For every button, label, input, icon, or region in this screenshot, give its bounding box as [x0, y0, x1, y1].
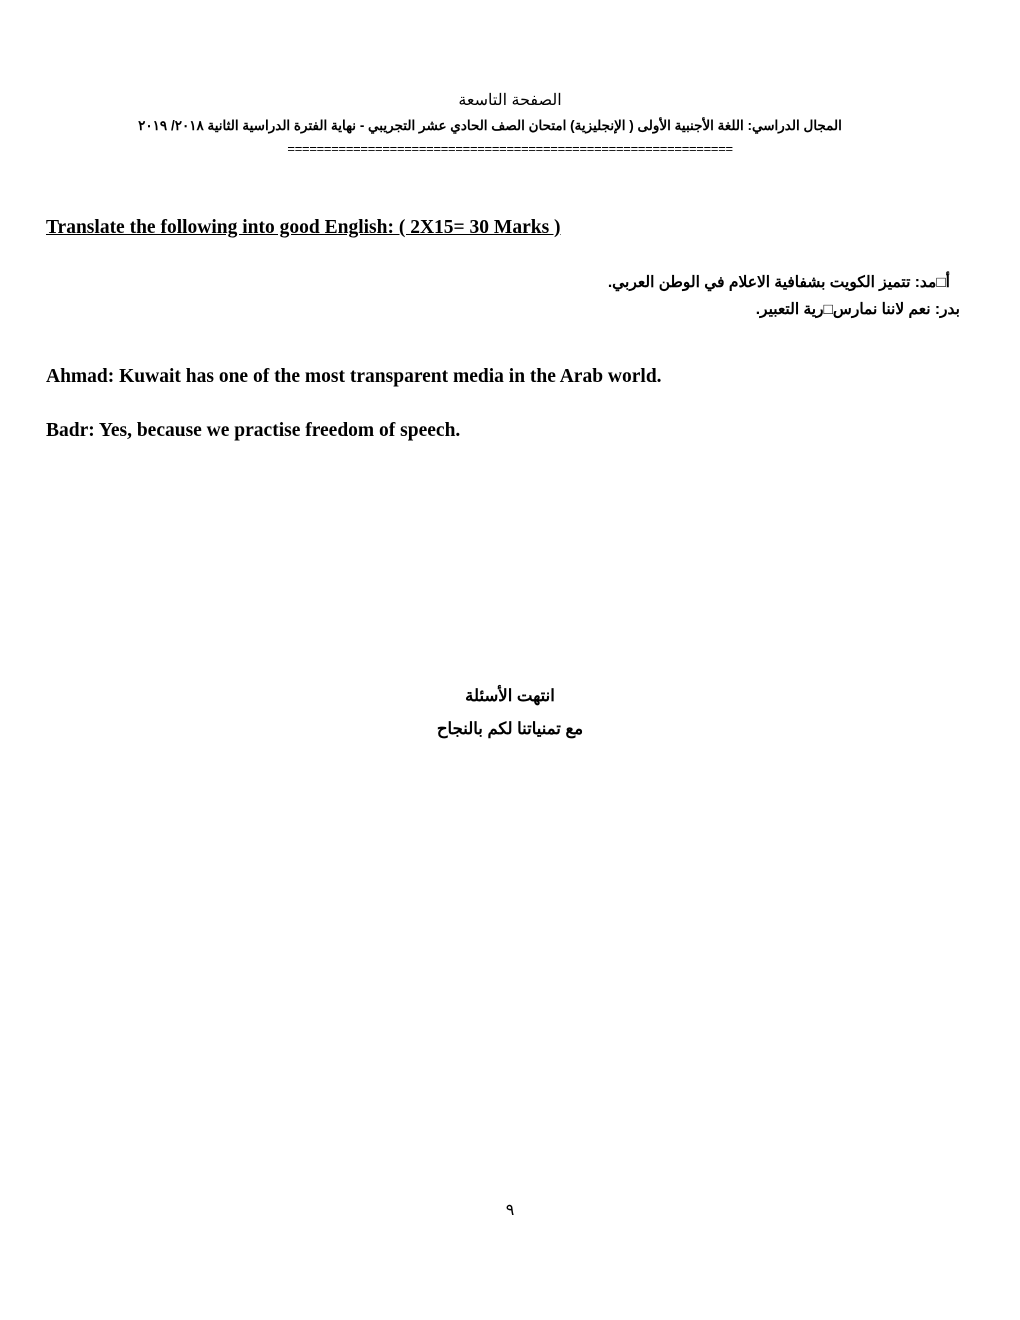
- end-of-questions: انتهت الأسئلة: [465, 687, 555, 705]
- question-instruction: Translate the following into good English: ( 2X15= 30 Marks ): [46, 217, 561, 238]
- exam-subject-line: المجال الدراسي: اللغة الأجنبية الأولى ( الإنجليزية) امتحان الصف الحادي عشر التجريبي - نهاية الفترة الدراسية الثانية ٢٠١٨/ ٢٠١٩: [138, 118, 842, 133]
- page-label: الصفحة التاسعة: [458, 92, 562, 109]
- page-number: ٩: [505, 1202, 515, 1219]
- arabic-sentence-ahmad: أ□مد: تتميز الكويت بشفافية الاعلام في الوطن العربي.: [607, 274, 950, 291]
- good-luck-message: مع تمنياتنا لكم بالنجاح: [436, 720, 584, 738]
- answer-ahmad: Ahmad: Kuwait has one of the most transparent media in the Arab world.: [46, 366, 662, 387]
- arabic-sentence-badr: بدر: نعم لاننا نمارس□رية التعبير.: [755, 301, 960, 318]
- header-divider: =============================================================: [287, 142, 733, 157]
- answer-badr: Badr: Yes, because we practise freedom of speech.: [46, 420, 461, 441]
